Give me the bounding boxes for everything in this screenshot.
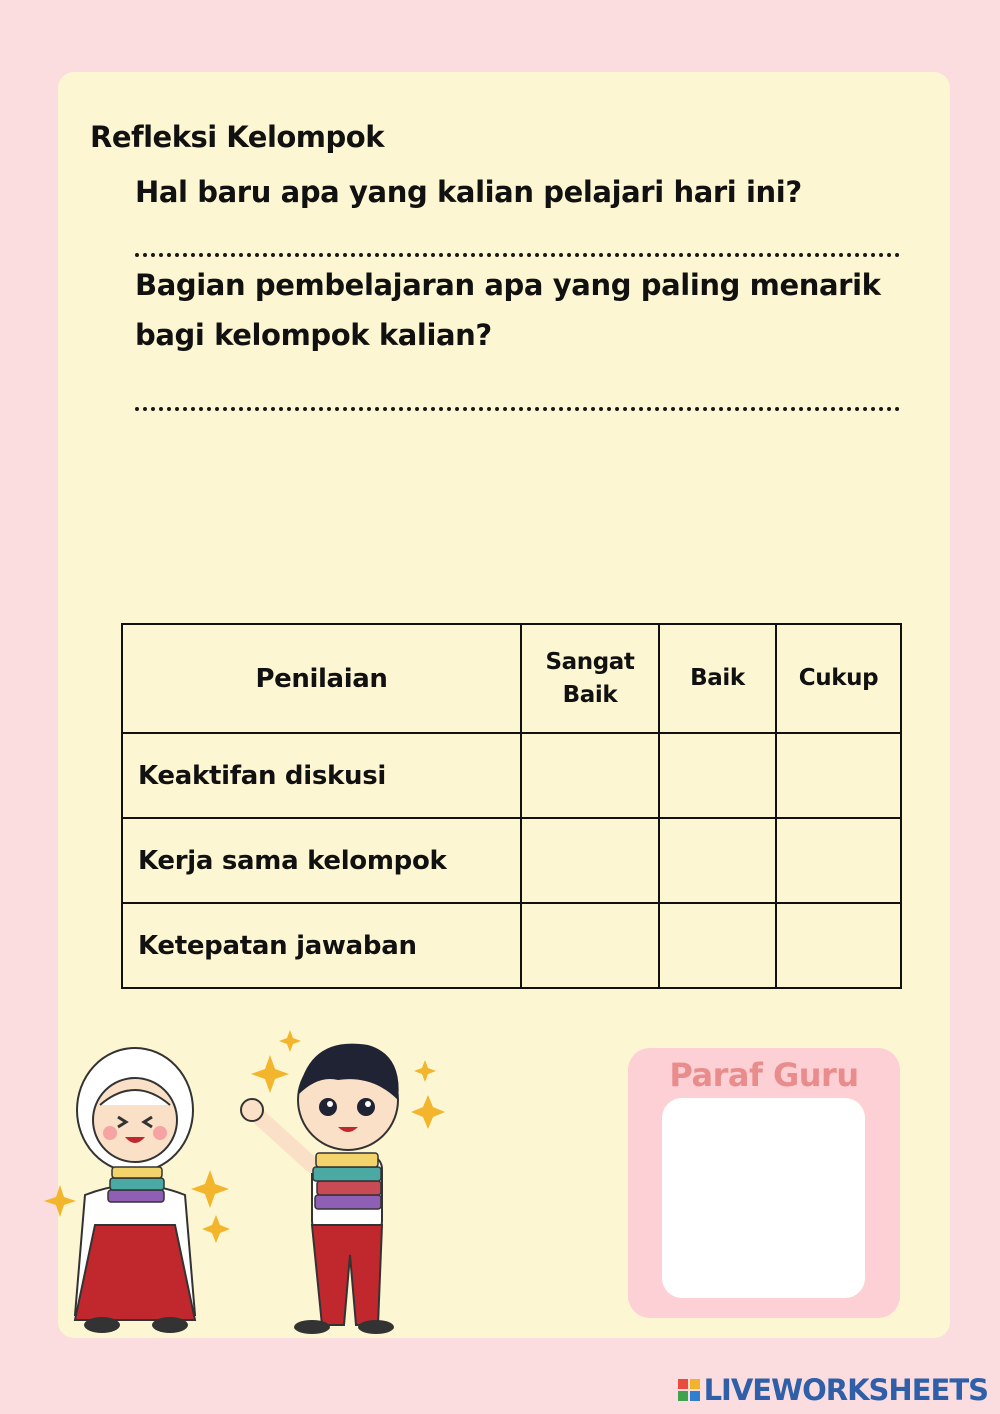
cell-ketepatan-cukup[interactable]	[776, 903, 901, 988]
cell-keaktifan-baik[interactable]	[659, 733, 776, 818]
boy-student	[241, 1044, 399, 1334]
answer-2-line	[135, 407, 900, 415]
assessment-table	[121, 623, 902, 989]
question-1: Hal baru apa yang kalian pelajari hari ini?	[135, 175, 802, 209]
header-cukup: Cukup	[776, 624, 901, 733]
signature-box[interactable]	[662, 1098, 865, 1298]
cell-ketepatan-baik[interactable]	[659, 903, 776, 988]
students-illustration	[30, 1025, 450, 1345]
girl-student	[75, 1048, 195, 1333]
table-row	[122, 733, 901, 818]
table-header-row	[122, 624, 901, 733]
table-row	[122, 818, 901, 903]
header-sangat-baik-label: Sangat Baik	[545, 648, 635, 708]
row-label-ketepatan: Ketepatan jawaban	[122, 903, 521, 988]
row-label-keaktifan: Keaktifan diskusi	[122, 733, 521, 818]
cell-keaktifan-sangat-baik[interactable]	[521, 733, 659, 818]
cell-keaktifan-cukup[interactable]	[776, 733, 901, 818]
signature-title: Paraf Guru	[669, 1056, 859, 1094]
table-row	[122, 903, 901, 988]
brand-name: LIVEWORKSHEETS	[703, 1373, 988, 1407]
header-sangat-baik	[521, 624, 659, 733]
teacher-signature-panel	[628, 1048, 900, 1318]
row-label-kerja-sama: Kerja sama kelompok	[122, 818, 521, 903]
header-baik: Baik	[659, 624, 776, 733]
cell-kerja-sama-cukup[interactable]	[776, 818, 901, 903]
question-2: Bagian pembelajaran apa yang paling menarik bagi kelompok kalian?	[135, 268, 881, 352]
cell-ketepatan-sangat-baik[interactable]	[521, 903, 659, 988]
cell-kerja-sama-baik[interactable]	[659, 818, 776, 903]
liveworksheets-icon	[678, 1379, 700, 1401]
liveworksheets-logo	[678, 1373, 988, 1407]
answer-1-input[interactable]	[135, 214, 904, 250]
cell-kerja-sama-sangat-baik[interactable]	[521, 818, 659, 903]
header-penilaian: Penilaian	[122, 624, 521, 733]
answer-2-input[interactable]	[135, 368, 904, 404]
page-title: Refleksi Kelompok	[90, 120, 384, 154]
